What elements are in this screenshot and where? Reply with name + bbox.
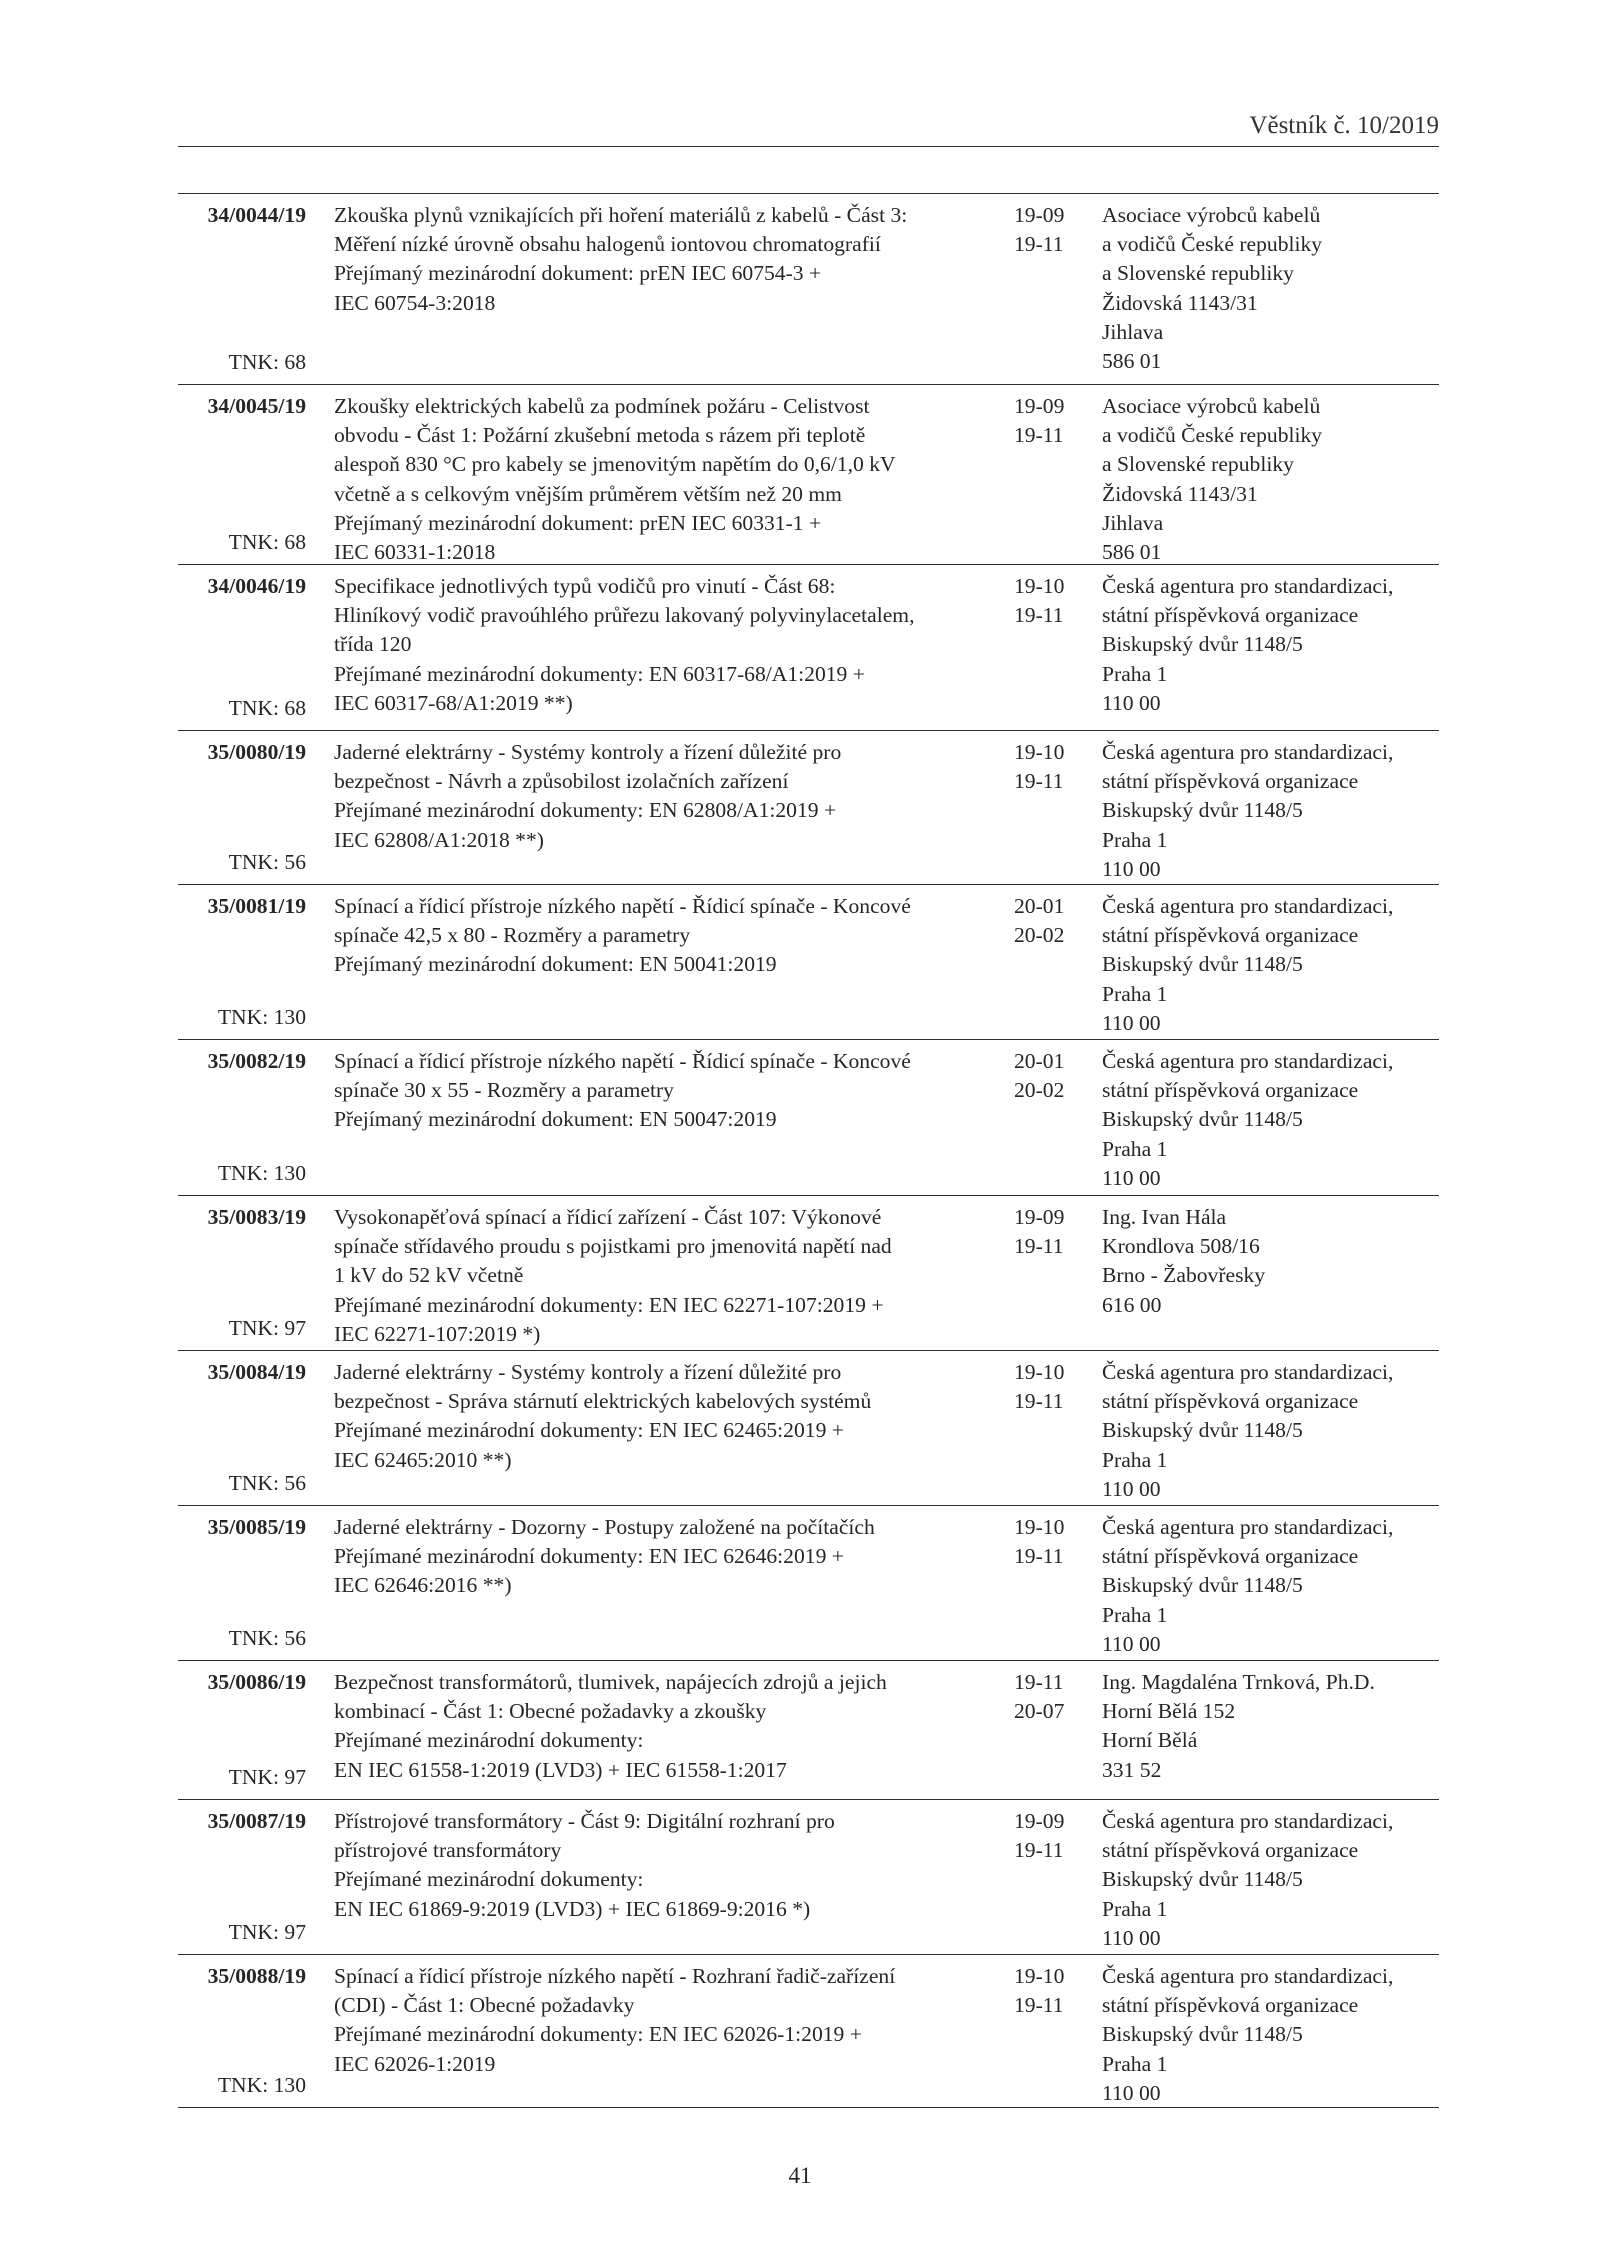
entry-address-line: a vodičů České republiky <box>1102 423 1323 448</box>
entry-date: 20-07 <box>1014 1699 1065 1724</box>
entry-date: 19-09 <box>1014 1205 1065 1229</box>
entry-address-line: Biskupský dvůr 1148/5 <box>1102 1418 1303 1443</box>
entry-address-line: Biskupský dvůr 1148/5 <box>1102 2022 1303 2047</box>
entry-address-line: Asociace výrobců kabelů <box>1102 394 1321 418</box>
entry-address-line: Horní Bělá <box>1102 1728 1198 1753</box>
entry-tnk: TNK: 68 <box>228 349 306 374</box>
entry-address-line: Krondlova 508/16 <box>1102 1234 1260 1259</box>
entry-title-line: bezpečnost - Návrh a způsobilost izolačních zařízení <box>334 769 789 794</box>
entry-title-line: Přejímaný mezinárodní dokument: EN 50047:2019 <box>334 1107 777 1132</box>
entry-address-line: Praha 1 <box>1102 1896 1168 1921</box>
entry-address <box>1102 1047 1439 1193</box>
entry-row <box>178 1800 1439 1955</box>
entry-tnk: TNK: 97 <box>228 1919 306 1944</box>
entry-row <box>178 1040 1439 1196</box>
entry-address-line: 110 00 <box>1102 1165 1161 1190</box>
entry-title-line: Bezpečnost transformátorů, tlumivek, napájecích zdrojů a jejich <box>334 1670 887 1694</box>
entry-title-line: Jaderné elektrárny - Systémy kontroly a řízení důležité pro <box>334 1360 842 1384</box>
entry-title-line: EN IEC 61869-9:2019 (LVD3) + IEC 61869-9:2016 *) <box>334 1896 811 1921</box>
entry-title-line: Přejímané mezinárodní dokumenty: <box>334 1728 644 1753</box>
entry-title-line: přístrojové transformátory <box>334 1838 562 1863</box>
entry-id: 35/0086/19 <box>207 1670 306 1694</box>
entry-address-line: Praha 1 <box>1102 1136 1168 1161</box>
entry-dates <box>1014 201 1094 259</box>
entry-address-line: Česká agentura pro standardizaci, <box>1102 1049 1394 1073</box>
entry-address-line: 586 01 <box>1102 349 1162 374</box>
entry-address-line: státní příspěvková organizace <box>1102 1838 1359 1863</box>
entry-title-line: IEC 62026-1:2019 <box>334 2051 496 2076</box>
entry-address-line: Česká agentura pro standardizaci, <box>1102 1809 1394 1833</box>
entry-row <box>178 1661 1439 1800</box>
entry-date: 19-10 <box>1014 1964 1065 1988</box>
entry-address-line: státní příspěvková organizace <box>1102 1544 1359 1569</box>
entry-id-column <box>178 1047 306 1188</box>
entry-row <box>178 385 1439 565</box>
entry-title-line: (CDI) - Část 1: Obecné požadavky <box>334 1993 635 2018</box>
entry-address-line: Praha 1 <box>1102 661 1168 686</box>
entry-title-line: IEC 60331-1:2018 <box>334 540 496 565</box>
entry-dates <box>1014 1203 1094 1261</box>
entry-address-line: 110 00 <box>1102 1631 1161 1656</box>
entry-date: 20-02 <box>1014 1078 1065 1103</box>
entry-address <box>1102 1962 1439 2108</box>
entry-address <box>1102 1668 1439 1785</box>
entry-title-line: Hliníkový vodič pravoúhlého průřezu lakovaný polyvinylacetalem, <box>334 603 915 628</box>
entry-title-line: včetně a s celkovým vnějším průměrem větším než 20 mm <box>334 481 842 506</box>
entry-title-line: Přejímané mezinárodní dokumenty: EN IEC 62271-107:2019 + <box>334 1292 884 1317</box>
entry-date: 19-11 <box>1014 232 1064 257</box>
entry-title-line: Přejímané mezinárodní dokumenty: EN 62808/A1:2019 + <box>334 798 837 823</box>
entry-dates <box>1014 572 1094 630</box>
entry-date: 19-11 <box>1014 603 1064 628</box>
entry-id: 35/0088/19 <box>207 1964 306 1988</box>
entry-address-line: Horní Bělá 152 <box>1102 1699 1236 1724</box>
entry-address-line: 586 01 <box>1102 540 1162 565</box>
entry-address-line: státní příspěvková organizace <box>1102 1389 1359 1414</box>
entry-address-line: Biskupský dvůr 1148/5 <box>1102 1573 1303 1598</box>
entry-id-column <box>178 1962 306 2100</box>
entry-dates <box>1014 1513 1094 1571</box>
entry-address-line: 110 00 <box>1102 1010 1161 1035</box>
entry-title-line: Přejímané mezinárodní dokumenty: EN 60317-68/A1:2019 + <box>334 661 865 686</box>
entry-title-line: Spínací a řídicí přístroje nízkého napětí - Řídicí spínače - Koncové <box>334 894 911 918</box>
entry-address-line: Praha 1 <box>1102 2051 1168 2076</box>
entry-address-line: Asociace výrobců kabelů <box>1102 203 1321 227</box>
entry-title-line: Jaderné elektrárny - Systémy kontroly a řízení důležité pro <box>334 740 842 764</box>
entry-id: 34/0044/19 <box>207 203 306 227</box>
entry-row <box>178 885 1439 1040</box>
entry-id: 35/0085/19 <box>207 1515 306 1539</box>
entry-date: 19-11 <box>1014 1838 1064 1863</box>
entry-address-line: Praha 1 <box>1102 1602 1168 1627</box>
entry-tnk: TNK: 68 <box>228 695 306 720</box>
entry-id: 35/0084/19 <box>207 1360 306 1384</box>
entry-address-line: Česká agentura pro standardizaci, <box>1102 1360 1394 1384</box>
entry-address <box>1102 1513 1439 1659</box>
entry-date: 19-09 <box>1014 394 1065 418</box>
entry-date: 19-09 <box>1014 203 1065 227</box>
entry-address-line: Ing. Magdaléna Trnková, Ph.D. <box>1102 1670 1375 1694</box>
entry-address <box>1102 738 1439 884</box>
entry-address-line: Česká agentura pro standardizaci, <box>1102 1515 1394 1539</box>
entry-address <box>1102 201 1439 376</box>
entry-address-line: 110 00 <box>1102 690 1161 715</box>
entry-date: 19-11 <box>1014 1544 1064 1569</box>
entry-address-line: 110 00 <box>1102 856 1161 881</box>
standards-list <box>178 193 1439 2108</box>
entry-tnk: TNK: 56 <box>228 1470 306 1495</box>
entry-address-line: a Slovenské republiky <box>1102 452 1294 477</box>
entry-address-line: státní příspěvková organizace <box>1102 1078 1359 1103</box>
entry-dates <box>1014 1668 1094 1726</box>
entry-address-line: 331 52 <box>1102 1757 1162 1782</box>
entry-title-line: Specifikace jednotlivých typů vodičů pro vinutí - Část 68: <box>334 574 836 598</box>
entry-address-line: státní příspěvková organizace <box>1102 1993 1359 2018</box>
entry-id-column <box>178 392 306 557</box>
entry-title-line: IEC 62646:2016 **) <box>334 1573 512 1598</box>
entry-address-line: a Slovenské republiky <box>1102 261 1294 286</box>
entry-title-line: obvodu - Část 1: Požární zkušební metoda s rázem při teplotě <box>334 423 866 448</box>
entry-date: 19-11 <box>1014 1234 1064 1259</box>
entry-date: 19-11 <box>1014 1389 1064 1414</box>
entry-row <box>178 1955 1439 2108</box>
entry-address-line: Česká agentura pro standardizaci, <box>1102 574 1394 598</box>
entry-date: 19-10 <box>1014 1360 1065 1384</box>
entry-address-line: Ing. Ivan Hála <box>1102 1205 1227 1229</box>
entry-title-line: Jaderné elektrárny - Dozorny - Postupy založené na počítačích <box>334 1515 875 1539</box>
entry-address-line: Praha 1 <box>1102 981 1168 1006</box>
entry-row <box>178 194 1439 385</box>
entry-title-line: spínače střídavého proudu s pojistkami pro jmenovitá napětí nad <box>334 1234 892 1259</box>
entry-address-line: Biskupský dvůr 1148/5 <box>1102 798 1303 823</box>
entry-address-line: Praha 1 <box>1102 1447 1168 1472</box>
entry-dates <box>1014 892 1094 950</box>
entry-title-line: IEC 62465:2010 **) <box>334 1447 512 1472</box>
entry-dates <box>1014 1358 1094 1416</box>
entry-id: 35/0082/19 <box>207 1049 306 1073</box>
entry-title-line: Přejímané mezinárodní dokumenty: <box>334 1867 644 1892</box>
entry-address <box>1102 1358 1439 1504</box>
entry-address-line: 110 00 <box>1102 2080 1161 2105</box>
entry-title-line: Přejímaný mezinárodní dokument: prEN IEC 60331-1 + <box>334 510 822 535</box>
entry-tnk: TNK: 97 <box>228 1764 306 1789</box>
entry-title-line: Přejímané mezinárodní dokumenty: EN IEC 62465:2019 + <box>334 1418 844 1443</box>
entry-address-line: Biskupský dvůr 1148/5 <box>1102 1867 1303 1892</box>
entry-title-line: třída 120 <box>334 632 412 657</box>
entry-title-line: 1 kV do 52 kV včetně <box>334 1263 524 1288</box>
entry-address-line: Česká agentura pro standardizaci, <box>1102 740 1394 764</box>
entry-address-line: 110 00 <box>1102 1476 1161 1501</box>
entry-address-line: státní příspěvková organizace <box>1102 923 1359 948</box>
entry-address-line: Česká agentura pro standardizaci, <box>1102 894 1394 918</box>
entry-id-column <box>178 1807 306 1947</box>
entry-id: 35/0080/19 <box>207 740 306 764</box>
entry-title-line: spínače 42,5 x 80 - Rozměry a parametry <box>334 923 691 948</box>
entry-date: 20-02 <box>1014 923 1065 948</box>
entry-title-line: Přejímané mezinárodní dokumenty: EN IEC 62026-1:2019 + <box>334 2022 862 2047</box>
entry-id: 34/0046/19 <box>207 574 306 598</box>
entry-title-line: alespoň 830 °C pro kabely se jmenovitým napětím do 0,6/1,0 kV <box>334 452 896 477</box>
entry-dates <box>1014 1047 1094 1105</box>
entry-title-line: Zkoušky elektrických kabelů za podmínek požáru - Celistvost <box>334 394 870 418</box>
entry-id-column <box>178 1668 306 1792</box>
entry-title-line: Přejímaný mezinárodní dokument: prEN IEC 60754-3 + <box>334 261 822 286</box>
entry-title-line: Spínací a řídicí přístroje nízkého napětí - Rozhraní řadič-zařízení <box>334 1964 896 1988</box>
entry-address <box>1102 392 1439 567</box>
entry-id-column <box>178 201 306 377</box>
entry-id-column <box>178 572 306 723</box>
page-header <box>178 110 1439 147</box>
entry-address-line: Česká agentura pro standardizaci, <box>1102 1964 1394 1988</box>
entry-title-line: Vysokonapěťová spínací a řídicí zařízení - Část 107: Výkonové <box>334 1205 882 1229</box>
entry-address-line: 110 00 <box>1102 1925 1161 1950</box>
entry-title-line: Měření nízké úrovně obsahu halogenů iontovou chromatografií <box>334 232 881 257</box>
entry-row <box>178 1196 1439 1351</box>
entry-address <box>1102 1807 1439 1953</box>
entry-address <box>1102 892 1439 1038</box>
entry-tnk: TNK: 56 <box>228 1625 306 1650</box>
entry-tnk: TNK: 130 <box>217 1160 306 1185</box>
entry-address-line: Jihlava <box>1102 319 1164 344</box>
entry-id-column <box>178 738 306 877</box>
entry-title-line: Přejímané mezinárodní dokumenty: EN IEC 62646:2019 + <box>334 1544 844 1569</box>
page-header-title: Věstník č. 10/2019 <box>1249 112 1439 139</box>
entry-tnk: TNK: 68 <box>228 529 306 554</box>
entry-title-line: Přístrojové transformátory - Část 9: Digitální rozhraní pro <box>334 1809 835 1833</box>
entry-address-line: státní příspěvková organizace <box>1102 769 1359 794</box>
entry-date: 19-11 <box>1014 769 1064 794</box>
entry-tnk: TNK: 130 <box>217 1004 306 1029</box>
entry-date: 19-11 <box>1014 1993 1064 2018</box>
entry-row <box>178 1351 1439 1506</box>
entry-id-column <box>178 892 306 1032</box>
page-number: 41 <box>788 2163 812 2188</box>
entry-tnk: TNK: 56 <box>228 849 306 874</box>
entry-title-line: bezpečnost - Správa stárnutí elektrických kabelových systémů <box>334 1389 872 1414</box>
entry-address-line: Biskupský dvůr 1148/5 <box>1102 632 1303 657</box>
entry-address-line: 616 00 <box>1102 1292 1162 1317</box>
entry-date: 20-01 <box>1014 894 1065 918</box>
entry-date: 19-10 <box>1014 574 1065 598</box>
entry-title-line: Zkouška plynů vznikajících při hoření materiálů z kabelů - Část 3: <box>334 203 908 227</box>
entry-id: 34/0045/19 <box>207 394 306 418</box>
entry-address-line: a vodičů České republiky <box>1102 232 1323 257</box>
entry-address-line: Židovská 1143/31 <box>1102 481 1258 506</box>
entry-id-column <box>178 1513 306 1653</box>
entry-address-line: Biskupský dvůr 1148/5 <box>1102 952 1303 977</box>
entry-id: 35/0081/19 <box>207 894 306 918</box>
entry-tnk: TNK: 97 <box>228 1315 306 1340</box>
entry-address-line: Biskupský dvůr 1148/5 <box>1102 1107 1303 1132</box>
entry-address <box>1102 572 1439 718</box>
entry-dates <box>1014 1807 1094 1865</box>
entry-title-line: IEC 60317-68/A1:2019 **) <box>334 690 573 715</box>
entry-id: 35/0087/19 <box>207 1809 306 1833</box>
entry-address-line: Brno - Žabovřesky <box>1102 1263 1266 1288</box>
entry-address-line: Praha 1 <box>1102 827 1168 852</box>
entry-date: 19-11 <box>1014 423 1064 448</box>
entry-date: 19-10 <box>1014 740 1065 764</box>
entry-address-line: státní příspěvková organizace <box>1102 603 1359 628</box>
entry-address <box>1102 1203 1439 1320</box>
entry-row <box>178 731 1439 885</box>
entry-date: 19-09 <box>1014 1809 1065 1833</box>
entry-title-line: Spínací a řídicí přístroje nízkého napětí - Řídicí spínače - Koncové <box>334 1049 911 1073</box>
entry-dates <box>1014 1962 1094 2020</box>
entry-date: 19-11 <box>1014 1670 1064 1694</box>
entry-row <box>178 1506 1439 1661</box>
entry-title-line: IEC 62808/A1:2018 **) <box>334 827 544 852</box>
entry-row <box>178 565 1439 731</box>
entry-id: 35/0083/19 <box>207 1205 306 1229</box>
entry-id-column <box>178 1203 306 1343</box>
entry-dates <box>1014 738 1094 796</box>
entry-title-line: Přejímaný mezinárodní dokument: EN 50041:2019 <box>334 952 777 977</box>
entry-tnk: TNK: 130 <box>217 2072 306 2097</box>
entry-date: 20-01 <box>1014 1049 1065 1073</box>
entry-title-line: IEC 60754-3:2018 <box>334 290 496 315</box>
entry-address-line: Židovská 1143/31 <box>1102 290 1258 315</box>
entry-title-line: spínače 30 x 55 - Rozměry a parametry <box>334 1078 674 1103</box>
entry-id-column <box>178 1358 306 1498</box>
entry-title-line: kombinací - Část 1: Obecné požadavky a zkoušky <box>334 1699 767 1724</box>
entry-address-line: Jihlava <box>1102 510 1164 535</box>
entry-title-line: IEC 62271-107:2019 *) <box>334 1321 541 1346</box>
entry-title-line: EN IEC 61558-1:2019 (LVD3) + IEC 61558-1:2017 <box>334 1757 787 1782</box>
entry-dates <box>1014 392 1094 450</box>
entry-date: 19-10 <box>1014 1515 1065 1539</box>
